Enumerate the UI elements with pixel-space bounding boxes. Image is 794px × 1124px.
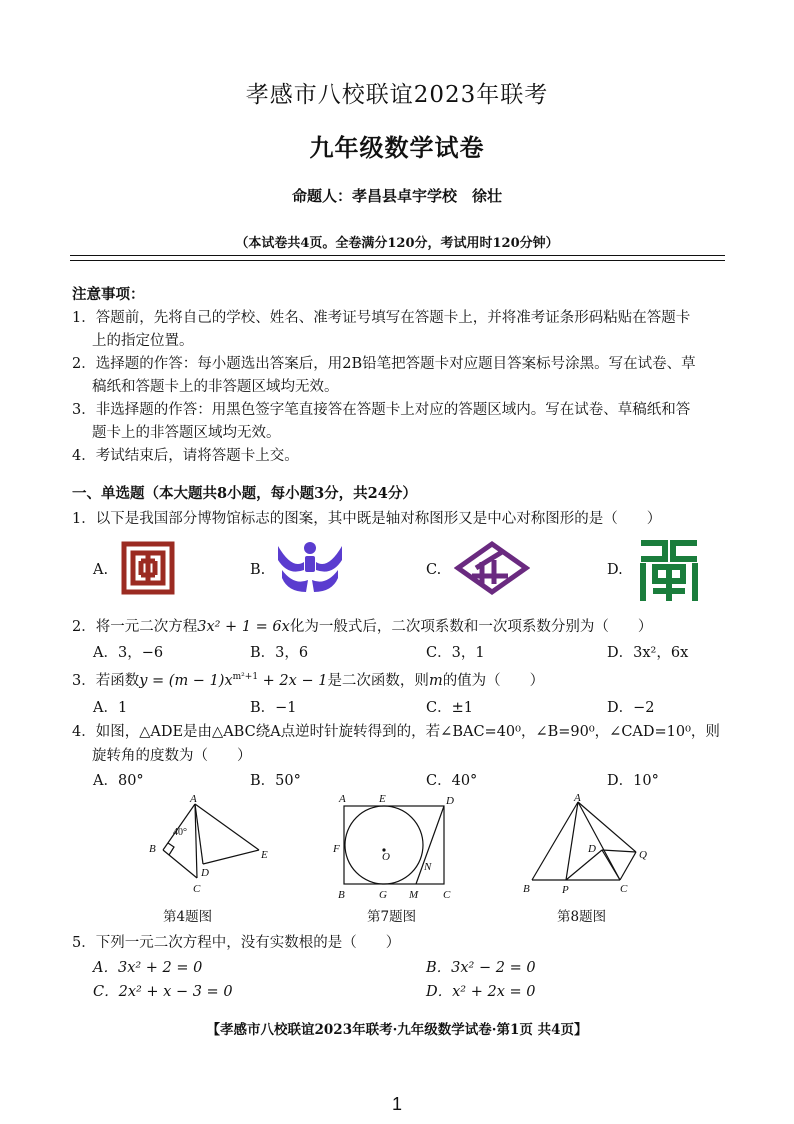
q2-option-d: D．3x²，6x: [607, 645, 689, 661]
q1-option-a: A.: [93, 562, 109, 578]
fig8-caption: 第8题图: [557, 909, 607, 925]
note-3-line-2: 题卡上的非答题区域均无效。: [92, 425, 281, 441]
q5-option-d: D．x² + 2x = 0: [426, 984, 536, 1000]
fig7-label-a: A: [339, 793, 346, 805]
q1-option-b: B.: [250, 562, 266, 578]
logo-b-image: [274, 540, 346, 596]
fig7-label-o: O: [382, 851, 390, 863]
q5-option-b: B．3x² − 2 = 0: [426, 960, 536, 976]
fig7-label-c: C: [443, 889, 451, 901]
q2-option-a: A．3，−6: [93, 645, 164, 661]
q2-stem: 2．将一元二次方程3x² + 1 = 6x化为一般式后，二次项系数和一次项系数分别为（ ）: [72, 619, 653, 635]
figure-4: [135, 792, 275, 898]
q4-stem-line-2: 旋转角的度数为（ ）: [92, 748, 252, 764]
note-1-line-2: 上的指定位置。: [92, 333, 194, 349]
q4-option-d: D．10°: [607, 773, 659, 789]
q2-option-c: C．3，1: [426, 645, 485, 661]
q1-option-c: C.: [426, 562, 442, 578]
fig7-label-m: M: [409, 889, 419, 901]
exam-subtitle: 九年级数学试卷: [309, 133, 485, 162]
logo-a-image: [121, 541, 175, 595]
q3-option-c: C．±1: [426, 700, 473, 716]
fig8-label-q: Q: [639, 849, 647, 861]
logo-d-image: [635, 533, 703, 605]
author-line: 命题人：孝昌县卓宇学校 徐壮: [291, 187, 502, 205]
note-4: 4．考试结束后，请将答题卡上交。: [72, 448, 299, 464]
q5-option-a: A．3x² + 2 = 0: [93, 960, 203, 976]
q5-option-c: C．2x² + x − 3 = 0: [93, 984, 233, 1000]
fig7-label-g: G: [379, 889, 387, 901]
fig4-label-c: C: [193, 883, 201, 895]
q2-option-b: B．3，6: [250, 645, 309, 661]
q3-option-b: B．−1: [250, 700, 297, 716]
section-1-heading: 一、单选题（本大题共8小题，每小题3分，共24分）: [72, 485, 417, 502]
q1-stem: 1．以下是我国部分博物馆标志的图案，其中既是轴对称图形又是中心对称图形的是（ ）: [72, 511, 662, 527]
fig8-label-a: A: [574, 792, 581, 804]
fig7-label-d: D: [446, 795, 454, 807]
figure-7: [330, 790, 468, 902]
exam-title: 孝感市八校联谊2023年联考: [245, 82, 549, 108]
page-footer: 【孝感市八校联谊2023年联考·九年级数学试卷·第1页 共4页】: [206, 1022, 588, 1038]
fig4-label-a: A: [190, 793, 197, 805]
q3-option-a: A．1: [93, 700, 128, 716]
q1-option-d: D.: [607, 562, 623, 578]
page-number: 1: [391, 1094, 402, 1114]
exam-info: （本试卷共4页。全卷满分120分，考试用时120分钟）: [235, 236, 559, 251]
fig4-label-d: D: [201, 867, 209, 879]
q4-option-c: C．40°: [426, 773, 478, 789]
fig7-label-e: E: [379, 793, 386, 805]
q4-stem-line-1: 4．如图，△ADE是由△ABC绕A点逆时针旋转得到的，若∠BAC=40⁰，∠B=90⁰，∠CAD=10⁰，则: [72, 724, 720, 740]
fig4-caption: 第4题图: [163, 909, 213, 925]
fig7-label-b: B: [338, 889, 345, 901]
fig8-label-p: P: [562, 884, 569, 896]
note-2-line-1: 2．选择题的作答：每小题选出答案后，用2B铅笔把答题卡对应题目答案标号涂黑。写在试卷、草: [72, 356, 696, 372]
note-3-line-1: 3．非选择题的作答：用黑色签字笔直接答在答题卡上对应的答题区域内。写在试卷、草稿纸和答: [72, 402, 691, 418]
fig7-caption: 第7题图: [367, 909, 417, 925]
q4-option-b: B．50°: [250, 773, 301, 789]
fig7-label-f: F: [333, 843, 340, 855]
fig4-label-b: B: [149, 843, 156, 855]
logo-c-image: [454, 540, 530, 596]
fig4-angle-label: 40°: [173, 827, 187, 838]
fig8-label-d: D: [588, 843, 596, 855]
fig8-label-b: B: [523, 883, 530, 895]
q4-option-a: A．80°: [93, 773, 144, 789]
note-2-line-2: 稿纸和答题卡上的非答题区域均无效。: [92, 379, 339, 395]
note-1-line-1: 1．答题前，先将自己的学校、姓名、准考证号填写在答题卡上，并将准考证条形码粘贴在答题卡: [72, 310, 691, 326]
notes-heading: 注意事项：: [72, 286, 145, 303]
header-divider-2: [70, 260, 725, 261]
fig7-label-n: N: [424, 861, 432, 873]
q3-stem: 3．若函数$y = (m - 1)x^{m^2+1} + 2x - 1$是二次函数，则m的值为（ ）: [72, 672, 545, 689]
fig4-label-e: E: [261, 849, 268, 861]
q3-option-d: D．−2: [607, 700, 655, 716]
figure-8: [518, 792, 658, 898]
header-divider: [70, 255, 725, 256]
q5-stem: 5．下列一元二次方程中，没有实数根的是（ ）: [72, 935, 401, 951]
fig8-label-c: C: [620, 883, 628, 895]
